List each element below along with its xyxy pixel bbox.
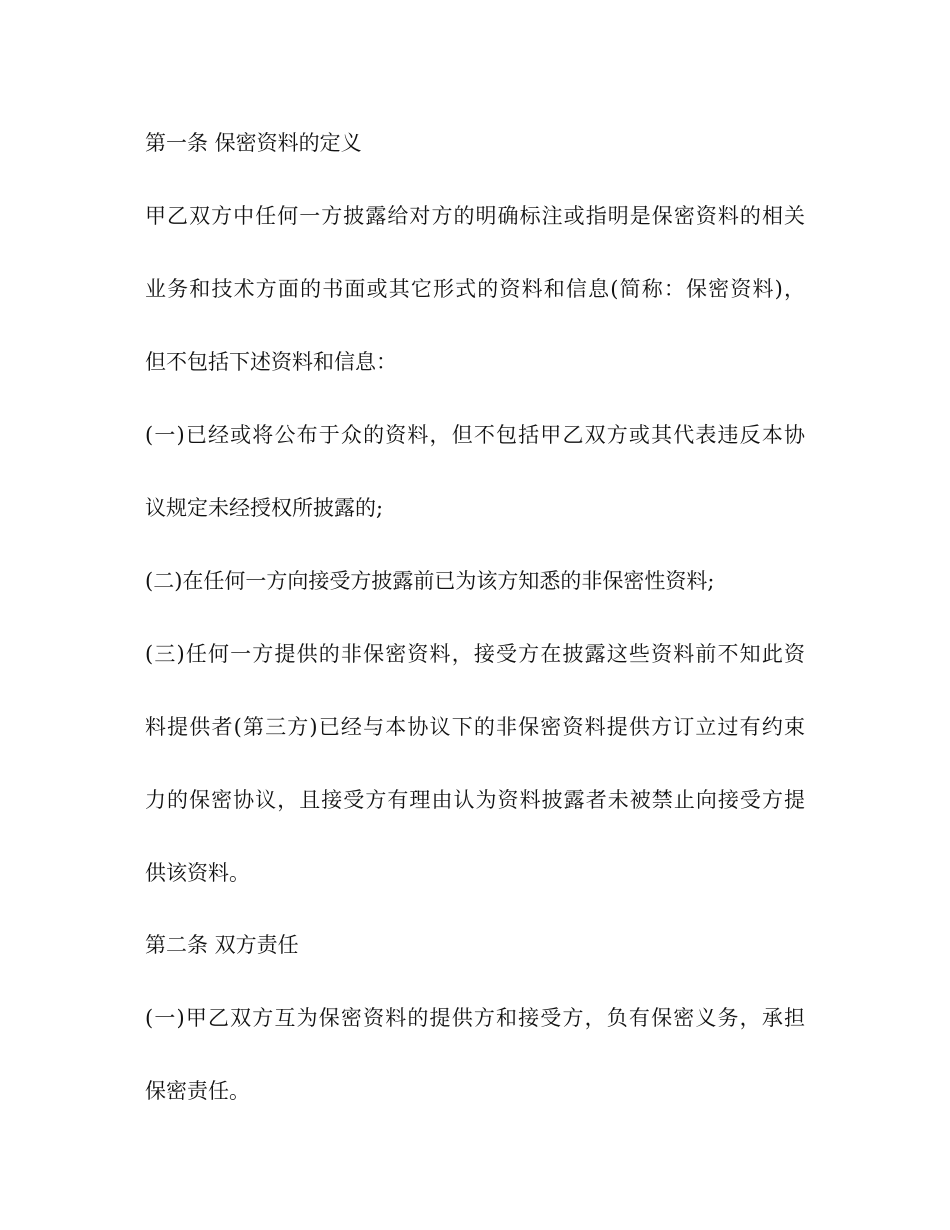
clause-line: 议规定未经授权所披露的; — [145, 496, 384, 520]
clause-line: 供该资料。 — [145, 861, 250, 885]
clause-line: 力的保密协议，且接受方有理由认为资料披露者未被禁止向接受方提 — [145, 788, 805, 812]
article-1-heading: 第一条 保密资料的定义 — [145, 131, 362, 155]
article-2-heading: 第二条 双方责任 — [145, 933, 299, 957]
clause-line: 料提供者(第三方)已经与本协议下的非保密资料提供方订立过有约束 — [145, 715, 805, 739]
clause-line: (三)任何一方提供的非保密资料，接受方在披露这些资料前不知此资 — [145, 642, 805, 666]
paragraph-line: 但不包括下述资料和信息： — [145, 350, 397, 374]
paragraph-line: 业务和技术方面的书面或其它形式的资料和信息(简称：保密资料)， — [145, 277, 805, 301]
clause-line: (二)在任何一方向接受方披露前已为该方知悉的非保密性资料; — [145, 569, 715, 593]
paragraph-line: 甲乙双方中任何一方披露给对方的明确标注或指明是保密资料的相关 — [145, 204, 805, 228]
clause-line: (一)甲乙双方互为保密资料的提供方和接受方，负有保密义务，承担 — [145, 1006, 805, 1030]
clause-line: (一)已经或将公布于众的资料，但不包括甲乙双方或其代表违反本协 — [145, 423, 805, 447]
clause-line: 保密责任。 — [145, 1079, 250, 1103]
